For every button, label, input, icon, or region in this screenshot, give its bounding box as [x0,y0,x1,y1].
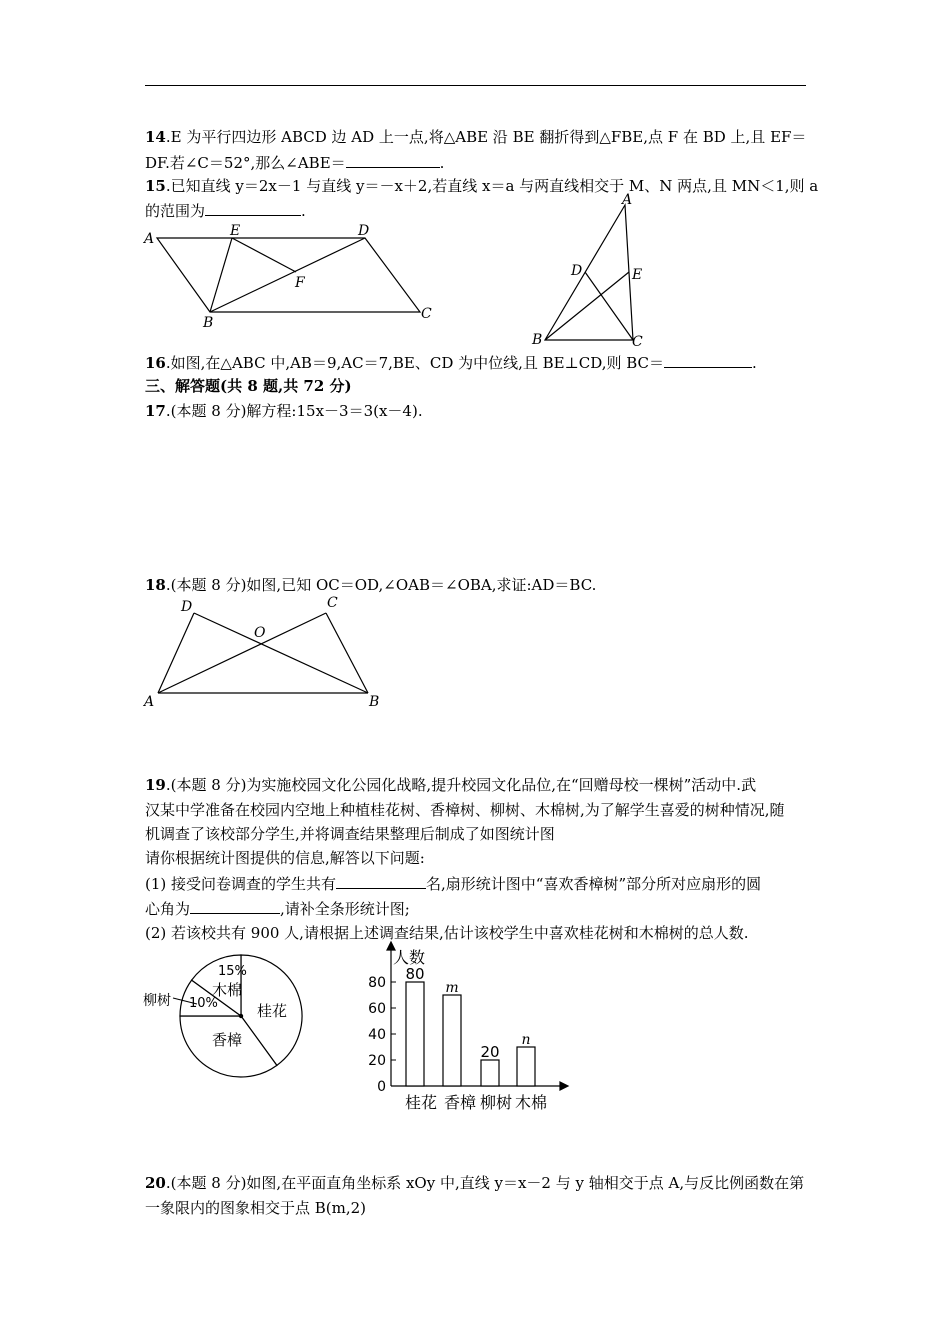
bar-3 [481,1060,499,1086]
q18-line1: 18.(本题 8 分)如图,已知 OC＝OD,∠OAB＝∠OBA,求证:AD＝BC. [145,576,597,594]
bar-ytick-label-80: 80 [368,975,386,991]
label-D: D [571,263,583,279]
label-E: E [632,267,643,283]
label-O: O [254,625,266,641]
label-C: C [421,306,432,322]
pie-label-liushu-percent: 10% [189,996,218,1011]
bar-ytick-label-0: 0 [377,1079,386,1095]
label-B: B [532,332,543,348]
q19-line1: 19.(本题 8 分)为实施校园文化公园化战略,提升校园文化品位,在“回赠母校一棵树”活动中.武 [145,776,757,794]
label-B: B [369,694,380,710]
bar-4 [517,1047,535,1086]
q19-line5: (1) 接受问卷调查的学生共有 名,扇形统计图中“喜欢香樟树”部分所对应扇形的圆 [145,872,761,895]
label-F: F [295,275,305,291]
label-A: A [144,231,155,247]
q19-line7: (2) 若该校共有 900 人,请根据上述调查结果,估计该校学生中喜欢桂花树和木棉树的总人数. [145,924,749,942]
q14-number: 14 [145,128,166,146]
q19-line2: 汉某中学准备在校园内空地上种植桂花树、香樟树、柳树、木棉树,为了解学生喜爱的树种情况,随 [145,801,785,819]
pie-label-mumian: 木棉 [212,981,243,999]
label-E: E [230,223,241,239]
label-D: D [358,223,370,239]
bar-ytick-label-60: 60 [368,1001,386,1017]
q18-number: 18 [145,576,166,594]
bar-data-label-4: n [521,1032,531,1048]
label-C: C [327,595,338,611]
bar-ytick-label-40: 40 [368,1027,386,1043]
section-3-heading: 三、解答题(共 8 题,共 72 分) [145,377,352,395]
bar-1 [406,982,424,1086]
pie-label-xiangzhang: 香樟 [212,1031,243,1049]
q17-number: 17 [145,402,166,420]
pie-label-liushu-outside: 柳树 [143,993,171,1009]
bar-data-label-3: 20 [480,1043,500,1061]
q15-line2: 的范围为 . [145,199,306,222]
bar-category-2: 香樟 [443,1093,477,1112]
label-B: B [203,315,214,331]
label-D: D [181,599,193,615]
pie-label-guihua: 桂花 [257,1002,288,1020]
q20-line1: 20.(本题 8 分)如图,在平面直角坐标系 xOy 中,直线 y＝x－2 与 y 轴相交于点 A,与反比例函数在第 [145,1174,805,1192]
pie-label-mumian-percent: 15% [218,964,247,979]
label-C: C [632,334,643,350]
bar-data-label-2: m [445,980,459,996]
q14-line2: DF.若∠C＝52°,那么∠ABE＝ . [145,151,444,174]
q20-line2: 一象限内的图象相交于点 B(m,2) [145,1199,367,1217]
q17-line1: 17.(本题 8 分)解方程:15x－3＝3(x－4). [145,402,423,420]
label-A: A [622,192,633,208]
bar-category-1: 桂花 [404,1093,438,1112]
q19-line3: 机调查了该校部分学生,并将调查结果整理后制成了如图统计图 [145,825,555,843]
bar-category-3: 柳树 [479,1093,513,1112]
q20-number: 20 [145,1174,166,1192]
q19-number: 19 [145,776,166,794]
bar-2 [443,995,461,1086]
q19-line4: 请你根据统计图提供的信息,解答以下问题: [145,849,425,867]
q14-line1: 14.E 为平行四边形 ABCD 边 AD 上一点,将△ABE 沿 BE 翻折得到△FBE,点 F 在 BD 上,且 EF＝ [145,128,807,146]
q15-number: 15 [145,177,166,195]
q15-line1: 15.已知直线 y＝2x－1 与直线 y＝－x＋2,若直线 x＝a 与两直线相交于 M、N 两点,且 MN＜1,则 a [145,177,819,195]
bar-ytick-label-20: 20 [368,1053,386,1069]
q16-line1: 16.如图,在△ABC 中,AB＝9,AC＝7,BE、CD 为中位线,且 BE⊥CD,则 BC＝ . [145,351,757,374]
q19-line6: 心角为 ,请补全条形统计图; [145,897,410,920]
q16-number: 16 [145,354,166,372]
label-A: A [144,694,155,710]
bar-ylabel: 人数 [393,948,426,967]
bar-x-arrow [560,1082,568,1090]
bar-data-label-1: 80 [405,965,425,983]
bar-category-4: 木棉 [514,1093,548,1112]
